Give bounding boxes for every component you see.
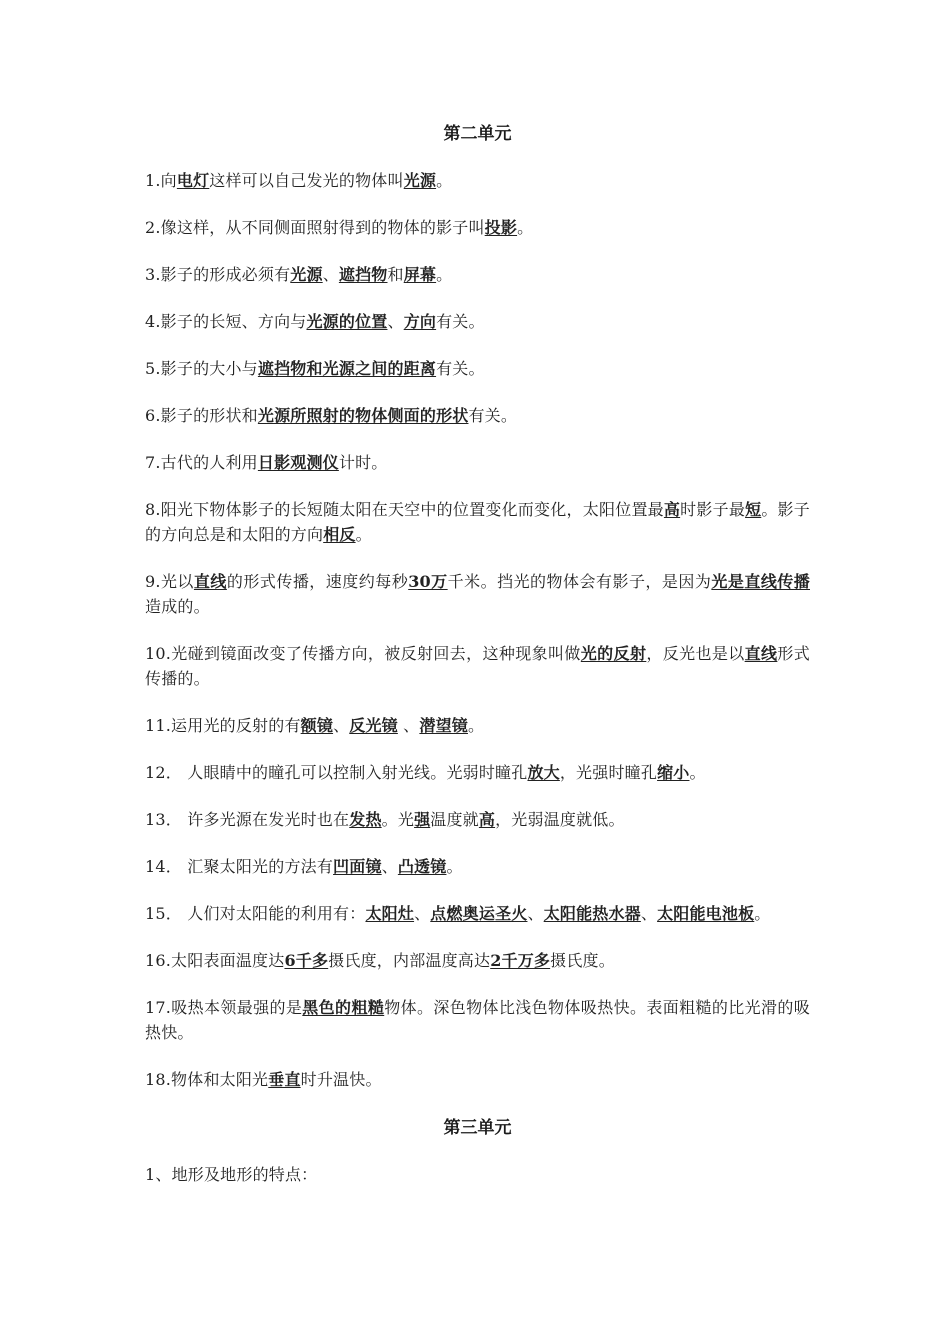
document-page (145, 120, 810, 1209)
item-text: 。 (446, 857, 463, 876)
item-text: 。光 (381, 810, 415, 829)
item-text: 16.太阳表面温度达 (145, 951, 285, 970)
key-term: 遮挡物 (338, 265, 388, 284)
item-text: 10.光碰到镜面改变了传播方向，被反射回去，这种现象叫做 (145, 644, 581, 663)
item-text: 17.吸热本领最强的是 (145, 998, 303, 1017)
item-text: 形式传播的。 (145, 644, 810, 688)
item-text: 物体。深色物体比浅色物体吸热快。表面粗糙的比光滑的吸热快。 (145, 998, 810, 1042)
key-term: 潜望镜 (419, 716, 468, 735)
list-item (145, 215, 810, 240)
key-term: 反光镜 (349, 716, 398, 735)
unit-2-list (145, 168, 810, 1092)
key-term: 黑色的粗糙 (302, 998, 385, 1017)
item-text: 5.影子的大小与 (145, 359, 258, 378)
key-term: 太阳能热水器 (543, 904, 641, 923)
item-text: 、 (333, 716, 350, 735)
key-term: 屏幕 (403, 265, 437, 284)
key-term: 相反 (323, 525, 356, 544)
item-text: 。 (517, 218, 534, 237)
list-item (145, 497, 810, 547)
item-text: 有关。 (468, 406, 518, 425)
key-term: 额镜 (300, 716, 334, 735)
key-term: 光源 (290, 265, 323, 284)
list-item (145, 948, 810, 973)
key-term: 方向 (403, 312, 437, 331)
list-item (145, 403, 810, 428)
item-text: 。 (436, 265, 453, 284)
key-term: 直线 (744, 644, 778, 663)
list-item (145, 356, 810, 381)
key-term: 太阳灶 (365, 904, 415, 923)
item-text: 4.影子的长短、方向与 (145, 312, 307, 331)
key-term: 投影 (484, 218, 518, 237)
item-text: 。 (754, 904, 771, 923)
item-text: 9.光以 (145, 572, 194, 591)
key-term: 6千多 (284, 951, 329, 970)
item-text: ，光弱温度就低。 (495, 810, 625, 829)
item-text: 11.运用光的反射的有 (145, 716, 301, 735)
item-text: 3.影子的形成必须有 (145, 265, 291, 284)
key-term: 30万 (408, 572, 448, 591)
list-item (145, 713, 810, 738)
key-term: 发热 (349, 810, 382, 829)
item-text: 时影子最 (680, 500, 746, 519)
item-text: 造成的。 (145, 597, 210, 616)
item-text: 、 (640, 904, 658, 923)
key-term: 高 (663, 500, 681, 519)
item-text: ，反光也是以 (646, 644, 745, 663)
item-text: ，光强时瞳孔 (559, 763, 658, 782)
item-text: 、 (527, 904, 544, 923)
item-text: 千米。挡光的物体会有影子，是因为 (447, 572, 712, 591)
list-item (145, 168, 810, 193)
item-text: 、 (414, 904, 431, 923)
key-term: 高 (478, 810, 496, 829)
item-text: 2.像这样，从不同侧面照射得到的物体的影子叫 (145, 218, 485, 237)
item-text: 有关。 (436, 359, 485, 378)
item-text: 。 (436, 171, 453, 190)
item-text: 15． 人们对太阳能的利用有： (145, 904, 366, 923)
key-term: 2千万多 (490, 951, 551, 970)
item-text: 、 (381, 857, 398, 876)
unit-2-heading: 第二单元 (443, 124, 512, 144)
key-term: 凸透镜 (397, 857, 447, 876)
list-item (145, 309, 810, 334)
item-text: 1.向 (145, 171, 177, 190)
item-text: 的形式传播，速度约每秒 (226, 572, 409, 591)
key-term: 凹面镜 (333, 857, 382, 876)
list-item (145, 995, 810, 1045)
item-text: 。 (689, 763, 706, 782)
key-term: 缩小 (657, 763, 690, 782)
unit-3-list (145, 1162, 810, 1187)
unit-3-heading: 第三单元 (443, 1118, 512, 1138)
key-term: 光源的位置 (306, 312, 388, 331)
key-term: 垂直 (268, 1070, 301, 1089)
item-text: 6.影子的形状和 (145, 406, 258, 425)
item-text: 计时。 (338, 453, 388, 472)
key-term: 光是直线传播 (711, 572, 810, 591)
list-item (145, 641, 810, 691)
list-item (145, 262, 810, 287)
key-term: 直线 (193, 572, 227, 591)
key-term: 电灯 (176, 171, 210, 190)
item-text: 这样可以自己发光的物体叫 (209, 171, 404, 190)
item-text: 18.物体和太阳光 (145, 1070, 269, 1089)
item-text: 温度就 (430, 810, 479, 829)
item-text: 和 (387, 265, 404, 284)
key-term: 光的反射 (580, 644, 647, 663)
list-item (145, 450, 810, 475)
key-term: 太阳能电池板 (657, 904, 755, 923)
list-item (145, 854, 810, 879)
item-text: 。 (355, 525, 372, 544)
key-term: 短 (745, 500, 762, 519)
key-term: 光源所照射的物体侧面的形状 (257, 406, 469, 425)
list-item (145, 760, 810, 785)
key-term: 强 (414, 810, 431, 829)
item-text: 。 (467, 716, 485, 735)
item-text: 14． 汇聚太阳光的方法有 (145, 857, 334, 876)
item-text: 8.阳光下物体影子的长短随太阳在天空中的位置变化而变化，太阳位置最 (145, 500, 664, 519)
list-item (145, 901, 810, 926)
item-text: 1、地形及地形的特点： (145, 1165, 318, 1184)
item-text: 。影子的方向总是和太阳的方向 (145, 500, 810, 544)
key-term: 光源 (403, 171, 437, 190)
item-text: 时升温快。 (300, 1070, 382, 1089)
key-term: 点燃奥运圣火 (430, 904, 528, 923)
key-term: 放大 (527, 763, 560, 782)
item-text: 有关。 (436, 312, 485, 331)
list-item (145, 1067, 810, 1092)
item-text: 、 (387, 312, 404, 331)
key-term: 日影观测仪 (257, 453, 339, 472)
key-term: 遮挡物和光源之间的距离 (257, 359, 437, 378)
item-text: 13． 许多光源在发光时也在 (145, 810, 350, 829)
list-item (145, 569, 810, 619)
item-text: 、 (397, 716, 420, 735)
list-item (145, 807, 810, 832)
item-text: 12． 人眼睛中的瞳孔可以控制入射光线。光弱时瞳孔 (145, 763, 528, 782)
item-text: 摄氏度，内部温度高达 (328, 951, 491, 970)
item-text: 、 (322, 265, 339, 284)
list-item (145, 1162, 810, 1187)
item-text: 7.古代的人利用 (145, 453, 258, 472)
item-text: 摄氏度。 (550, 951, 615, 970)
